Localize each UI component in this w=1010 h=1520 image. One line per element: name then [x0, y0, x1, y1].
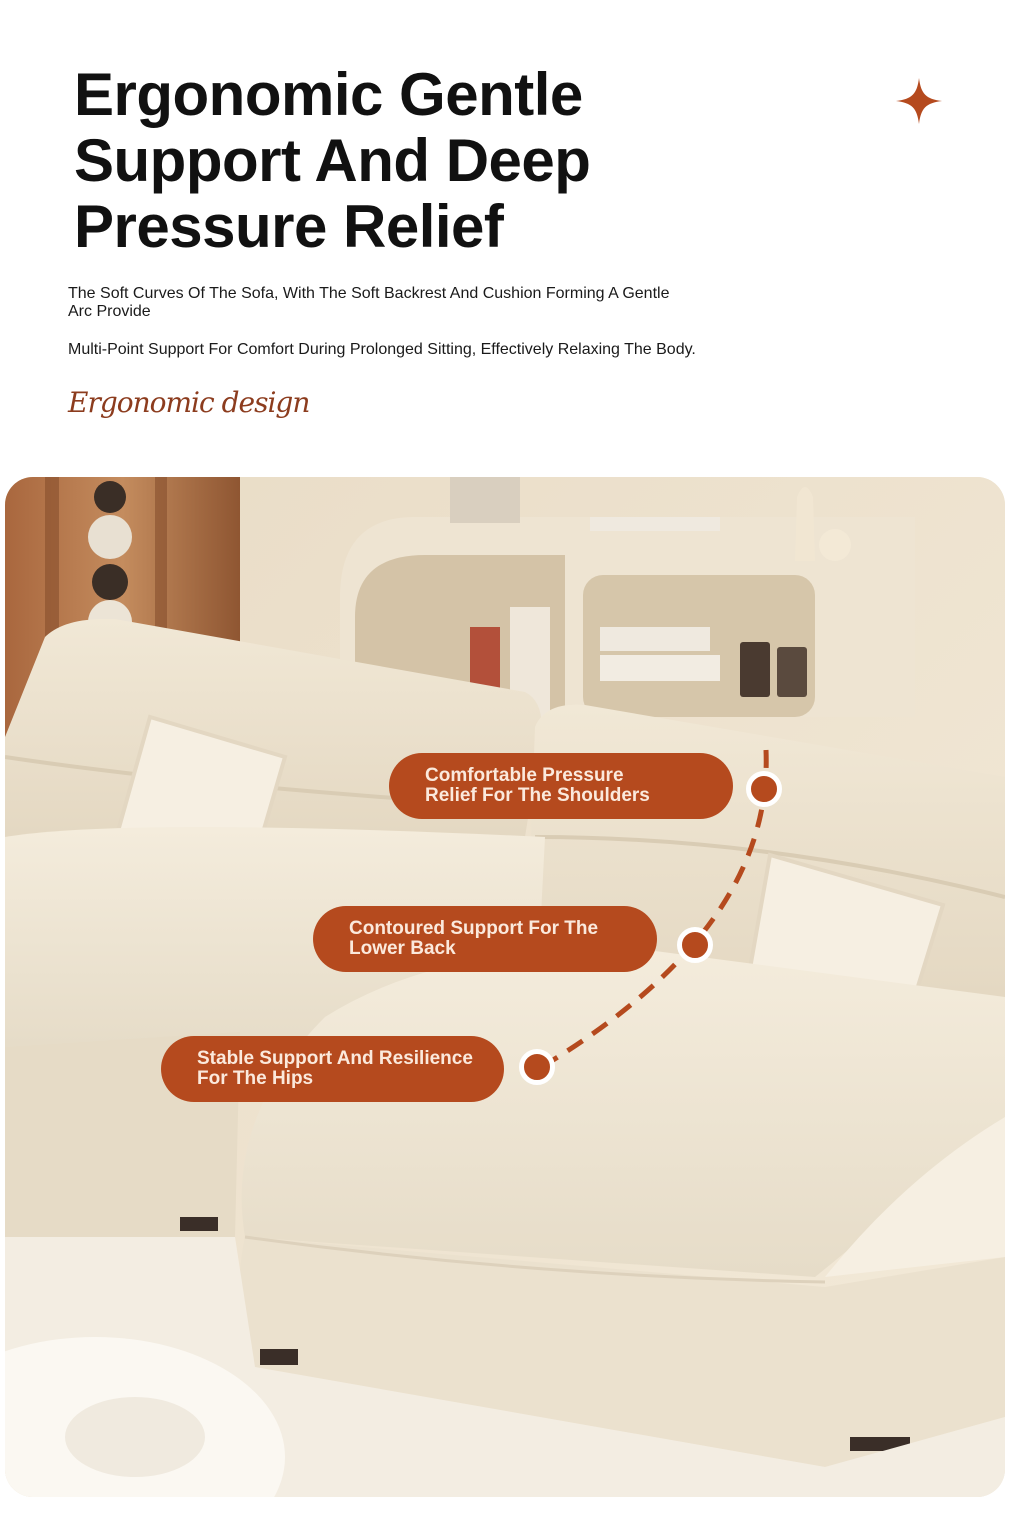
marker-lower-back: [677, 927, 713, 963]
title-line-2: Support And Deep: [74, 127, 591, 194]
callout-shoulders: [389, 753, 733, 819]
intro-text-1: The Soft Curves Of The Sofa, With The Soft Backrest And Cushion Forming A Gentle Arc Provide: [68, 285, 670, 320]
script-label: Ergonomic design: [68, 386, 310, 419]
callout-shoulders-line-1: Comfortable Pressure: [425, 765, 624, 786]
marker-shoulders: [746, 771, 782, 807]
title-line-3: Pressure Relief: [74, 193, 504, 260]
callout-lower-back-line-2: Lower Back: [349, 938, 456, 959]
callout-shoulders-line-2: Relief For The Shoulders: [425, 785, 650, 806]
callout-hips-line-2: For The Hips: [197, 1068, 314, 1089]
callout-hips: [161, 1036, 504, 1102]
intro-text-2: Multi-Point Support For Comfort During Prolonged Sitting, Effectively Relaxing The Body.: [68, 341, 696, 358]
callout-hips-line-1: Stable Support And Resilience: [197, 1048, 473, 1069]
marker-hips: [519, 1049, 555, 1085]
title-line-1: Ergonomic Gentle: [74, 61, 583, 128]
callout-lower-back-line-1: Contoured Support For The: [349, 918, 599, 939]
callout-lower-back: [313, 906, 657, 972]
